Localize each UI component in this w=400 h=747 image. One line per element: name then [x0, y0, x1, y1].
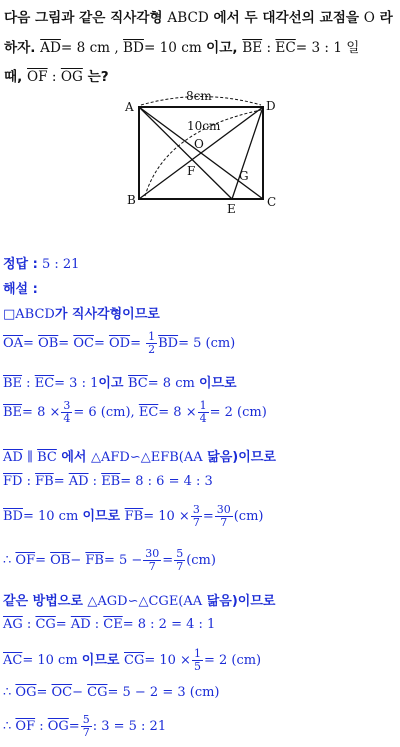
solution-line-8: [3, 548, 216, 573]
sol-text: = 2 (cm): [203, 653, 262, 668]
numerator: 1: [193, 647, 201, 660]
fraction: [174, 548, 185, 573]
segment-of: $\overline{OF}$: [15, 719, 36, 734]
segment-oc: $\overline{OC}$: [73, 336, 94, 351]
denominator: 7: [192, 516, 200, 529]
problem-line-1: [4, 4, 396, 34]
sol-text: 이고: [98, 376, 129, 391]
segment-bd: $\overline{BD}$: [158, 336, 179, 351]
segment-ag: $\overline{AG}$: [3, 617, 23, 632]
sol-text: 에서: [56, 450, 92, 465]
segment-de: [232, 107, 263, 199]
segment-be: $\overline{BE}$: [242, 39, 263, 56]
label-top-length: 8cm: [186, 90, 212, 103]
sol-text: = 3 : 1: [54, 376, 99, 391]
sol-text: 이므로: [82, 509, 125, 524]
segment-cg: $\overline{CG}$: [35, 617, 56, 632]
numerator: 3: [192, 503, 200, 516]
answer-label: 정답 :: [3, 257, 38, 272]
problem-line-3: [4, 63, 396, 93]
problem-text: :: [47, 69, 61, 85]
problem-text: 때,: [4, 69, 28, 85]
label-d: D: [266, 99, 276, 113]
solution-line-5: [3, 446, 276, 465]
sol-text: = 8 ×: [22, 405, 61, 420]
solution-line-4: [3, 400, 267, 425]
problem-text: :: [262, 39, 276, 56]
answer-value: 5 : 21: [41, 257, 80, 272]
sol-text: = 8 : 6 = 4 : 3: [120, 474, 213, 489]
sol-text: :: [22, 617, 36, 632]
problem-text: = 10 cm: [143, 39, 207, 56]
segment-og: $\overline{OG}$: [15, 685, 37, 700]
sol-text: (cm): [233, 509, 264, 524]
sol-text: :: [35, 719, 48, 734]
fraction: [215, 504, 233, 529]
segment-od: $\overline{OD}$: [108, 336, 131, 351]
denominator: 7: [220, 516, 228, 529]
sol-text: (cm): [186, 553, 216, 568]
sol-text: :: [88, 474, 102, 489]
sol-text: = 10 cm: [22, 509, 83, 524]
segment-ac: $\overline{AC}$: [3, 653, 23, 668]
numerator: 5: [176, 547, 184, 560]
sol-text: = 5 −: [103, 553, 143, 568]
sol-text: = 6 (cm),: [73, 405, 139, 420]
sol-text: 같은 방법으로: [3, 594, 88, 609]
segment-ad: $\overline{AD}$: [40, 39, 61, 56]
fraction: [198, 400, 209, 425]
problem-text: 이고,: [206, 39, 243, 56]
solution-line-11: [3, 648, 261, 673]
sol-text: =: [93, 336, 109, 351]
solution-line-12: [3, 685, 220, 700]
segment-og: $\overline{OG}$: [60, 69, 83, 85]
segment-bc: $\overline{BC}$: [37, 450, 57, 465]
sol-text: =: [36, 685, 52, 700]
problem-text: = 3 : 1 일: [295, 39, 360, 56]
sol-text: −: [70, 553, 86, 568]
segment-oa: $\overline{OA}$: [3, 336, 24, 351]
segment-ce: $\overline{CE}$: [103, 617, 123, 632]
segment-of: $\overline{OF}$: [27, 69, 48, 85]
sol-text: = 8 : 2 = 4 : 1: [122, 617, 216, 632]
sol-text: =: [58, 336, 74, 351]
label-c: C: [267, 195, 277, 209]
sol-text: =: [35, 553, 51, 568]
denominator: 7: [82, 726, 90, 739]
denominator: 2: [148, 343, 156, 356]
sol-text: 닮음)이므로: [202, 594, 276, 609]
problem-text: 는?: [82, 69, 109, 85]
solution-line-2: [3, 331, 235, 356]
segment-bd: $\overline{BD}$: [3, 509, 23, 524]
answer-line: [3, 253, 79, 272]
fraction: [61, 400, 72, 425]
problem-text: 하자.: [4, 39, 41, 56]
segment-oc: $\overline{OC}$: [51, 685, 73, 700]
problem-text: 에서 두 대각선의 교점을: [208, 10, 364, 26]
sol-text: −: [72, 685, 88, 700]
numerator: 3: [63, 399, 71, 412]
segment-fb: $\overline{FB}$: [35, 474, 54, 489]
problem-text: 다음 그림과 같은 직사각형: [4, 10, 168, 26]
solution-line-6: [3, 474, 213, 489]
label-b: B: [127, 193, 136, 207]
segment-fd: $\overline{FD}$: [3, 474, 23, 489]
segment-ob: $\overline{OB}$: [38, 336, 59, 351]
solution-line-13: [3, 714, 166, 739]
segment-ad: $\overline{AD}$: [3, 450, 23, 465]
problem-text: 라: [374, 10, 393, 26]
therefore-sign: ∴: [3, 685, 16, 700]
sol-text: =: [53, 474, 69, 489]
sol-text: =: [68, 719, 80, 734]
sol-text: = 5 − 2 = 3 (cm): [107, 685, 220, 700]
sol-text: = 5 (cm): [178, 336, 236, 351]
sol-text: = 10 ×: [144, 653, 191, 668]
fraction: [192, 648, 203, 673]
segment-ec: $\overline{EC}$: [275, 39, 296, 56]
sol-text: = 2 (cm): [209, 405, 267, 420]
label-o: O: [194, 137, 204, 151]
segment-fb: $\overline{FB}$: [124, 509, 144, 524]
fraction: [191, 504, 202, 529]
explanation-label: [3, 278, 38, 297]
label-diagonal-length: 10cm: [187, 119, 221, 133]
sol-text: △AFD∽△EFB(AA: [91, 450, 203, 465]
numerator: 30: [216, 503, 231, 516]
sol-text: :: [22, 474, 36, 489]
segment-bd: $\overline{BD}$: [123, 39, 144, 56]
solution-line-10: [3, 617, 215, 632]
sol-text: =: [162, 553, 174, 568]
label-f: F: [187, 164, 196, 178]
sol-text: =: [23, 336, 39, 351]
therefore-sign: ∴: [3, 719, 16, 734]
segment-og: $\overline{OG}$: [47, 719, 69, 734]
denominator: 7: [148, 560, 156, 573]
segment-cg: $\overline{CG}$: [87, 685, 108, 700]
denominator: 7: [176, 560, 184, 573]
segment-of: $\overline{OF}$: [15, 553, 36, 568]
sol-text: 이므로: [81, 653, 124, 668]
sol-text: =: [55, 617, 71, 632]
rect-name: ABCD: [167, 10, 209, 26]
segment-bc: $\overline{BC}$: [128, 376, 148, 391]
solution-line-7: [3, 504, 263, 529]
sol-text: △AGD∽△CGE(AA: [87, 594, 203, 609]
denominator: 5: [193, 660, 201, 673]
explain-label: 해설 :: [3, 282, 38, 297]
numerator: 5: [82, 713, 90, 726]
segment-ad: $\overline{AD}$: [70, 617, 91, 632]
segment-ob: $\overline{OB}$: [50, 553, 71, 568]
label-a: A: [125, 100, 134, 114]
sol-text: = 10 ×: [143, 509, 190, 524]
segment-cg: $\overline{CG}$: [124, 653, 145, 668]
solution-line-9: [3, 590, 275, 609]
sol-text: =: [130, 336, 146, 351]
sol-text: :: [22, 376, 35, 391]
sol-text: : 3 = 5 : 21: [92, 719, 167, 734]
sol-text: :: [90, 617, 104, 632]
sol-text: 닮음)이므로: [202, 450, 276, 465]
sol-text: 이므로: [198, 376, 237, 391]
denominator: 4: [199, 412, 207, 425]
label-e: E: [227, 202, 236, 216]
solution-line-1: [3, 303, 160, 322]
point-o: O: [363, 10, 375, 26]
therefore-sign: ∴: [3, 553, 16, 568]
sol-text: =: [202, 509, 214, 524]
sol-text: ∥: [22, 450, 38, 465]
sol-text: 가 직사각형이므로: [54, 307, 160, 322]
label-g: G: [239, 169, 249, 183]
segment-fb: $\overline{FB}$: [85, 553, 104, 568]
sol-text: = 8 cm: [147, 376, 199, 391]
segment-be: $\overline{BE}$: [3, 376, 23, 391]
sol-text: = 8 ×: [158, 405, 197, 420]
segment-ec: $\overline{EC}$: [34, 376, 55, 391]
segment-ec: $\overline{EC}$: [138, 405, 159, 420]
rectangle-figure: [115, 90, 285, 220]
problem-statement: [4, 4, 396, 93]
solution-line-3: [3, 372, 237, 391]
denominator: 4: [63, 412, 71, 425]
fraction: [143, 548, 161, 573]
sol-text: = 10 cm: [22, 653, 82, 668]
problem-line-2: [4, 34, 396, 64]
rect-symbol: □ABCD: [3, 307, 55, 322]
segment-be: $\overline{BE}$: [3, 405, 23, 420]
numerator: 30: [145, 547, 160, 560]
numerator: 1: [199, 399, 207, 412]
fraction: [146, 331, 157, 356]
segment-ad: $\overline{AD}$: [68, 474, 89, 489]
fraction: [81, 714, 92, 739]
problem-text: = 8 cm ,: [60, 39, 124, 56]
numerator: 1: [148, 330, 156, 343]
segment-eb: $\overline{EB}$: [101, 474, 121, 489]
